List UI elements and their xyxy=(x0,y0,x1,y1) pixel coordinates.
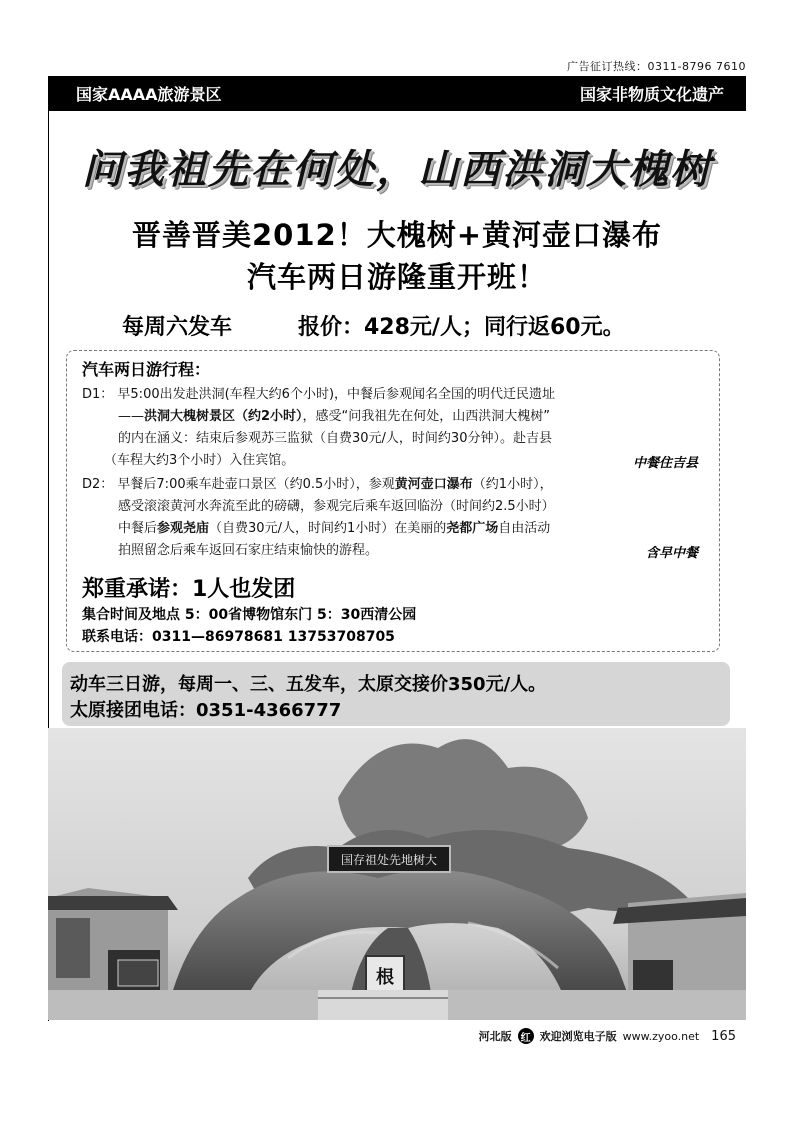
headline-line-1: 晋善晋美2012！大槐树+黄河壶口瀑布 xyxy=(131,218,662,252)
d1-line-1: D1： 早5:00出发赴洪洞(车程大约6个小时)，中餐后参观闻名全国的明代迁民遗址 xyxy=(82,387,556,402)
d1-meal: 中餐住吉县 xyxy=(632,456,698,471)
page-number: 165 xyxy=(711,1028,736,1044)
d1-dash: —— xyxy=(118,409,144,424)
d2-line-3 xyxy=(118,518,550,540)
d2-yaodu-square: 尧都广场 xyxy=(446,521,499,536)
top-banner xyxy=(48,76,746,111)
d2-line-1-pre: D2： 早餐后7:00乘车赴壶口景区（约0.5小时），参观 xyxy=(82,477,395,492)
d2-line-3-pre: 中餐后 xyxy=(118,521,158,536)
d2-meal: 含早中餐 xyxy=(645,546,698,561)
root-plaque-text: 根 xyxy=(376,967,394,988)
heritage-label: 国家非物质文化遗产 xyxy=(579,85,724,104)
meeting-info: 集合时间及地点 5：00省博物馆东门 5：30西清公园 xyxy=(82,607,417,623)
d1-line-2 xyxy=(118,406,550,428)
train-tour-info: 动车三日游，每周一、三、五发车，太原交接价350元/人。 xyxy=(70,674,547,695)
publisher-logo-icon: 红 xyxy=(518,1028,534,1044)
d2-line-1-post: （约1小时）， xyxy=(472,477,553,492)
d1-scenic-spot: 洪洞大槐树景区（约2小时） xyxy=(144,409,303,424)
headline-line-2: 汽车两日游隆重开班！ xyxy=(246,260,547,294)
ad-hotline: 广告征订热线：0311-8796 7610 xyxy=(567,60,746,73)
d2-waterfall: 黄河壶口瀑布 xyxy=(394,477,473,492)
website-url: www.zyoo.net xyxy=(622,1029,700,1043)
d2-line-3-mid: （自费30元/人，时间约1小时）在美丽的 xyxy=(209,521,447,536)
d1-line-2-rest: ，感受“问我祖先在何处，山西洪洞大槐树” xyxy=(302,409,551,424)
d1-line-3: 的内在涵义：结束后参观苏三监狱（自费30元/人，时间约30分钟）。赴吉县 xyxy=(118,431,552,446)
tree-sign-text: 国存祖处先地树大 xyxy=(340,853,438,867)
scenic-level-label: 国家AAAA旅游景区 xyxy=(76,85,222,104)
page-footer xyxy=(479,1028,736,1044)
edition-label: 河北版 xyxy=(478,1030,512,1043)
d2-line-2: 感受滚滚黄河水奔流至此的磅礴，参观完后乘车返回临汾（时间约2.5小时） xyxy=(118,499,555,514)
taiyuan-phone: 太原接团电话：0351-4366777 xyxy=(70,700,342,721)
promise: 郑重承诺：1人也发团 xyxy=(82,577,296,602)
d1-line-4: （车程大约3个小时）入住宾馆。 xyxy=(104,453,295,468)
d2-line-3-post: 自由活动 xyxy=(498,521,551,536)
price-info: 报价：428元/人；同行返60元。 xyxy=(298,315,625,340)
scenic-photo xyxy=(48,728,746,1020)
d2-line-1 xyxy=(82,474,553,496)
d2-yao-temple: 参观尧庙 xyxy=(157,521,210,536)
slogan: 问我祖先在何处，山西洪洞大槐树 xyxy=(82,146,712,193)
itinerary-title: 汽车两日游行程： xyxy=(82,360,211,379)
departure-schedule: 每周六发车 xyxy=(122,315,233,340)
promo-text: 欢迎浏览电子版 xyxy=(539,1030,617,1043)
d2-line-4: 拍照留念后乘车返回石家庄结束愉快的游程。 xyxy=(118,543,379,558)
contact-phone: 联系电话：0311—86978681 13753708705 xyxy=(82,629,395,645)
